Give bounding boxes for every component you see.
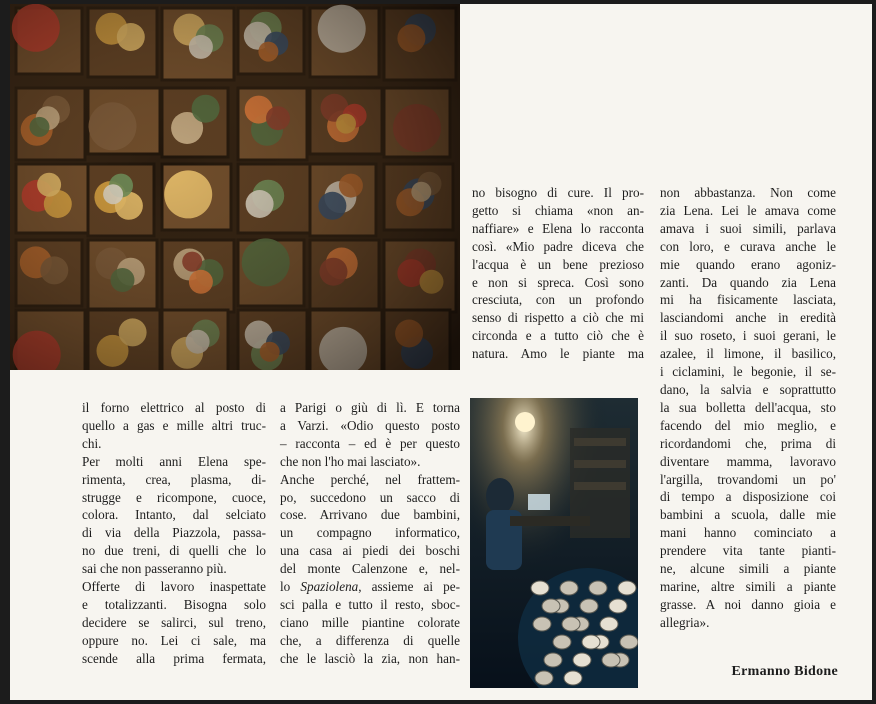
text-line: Offerte di lavoro inaspettate	[82, 579, 266, 595]
text-line: facendo del mio meglio, e	[660, 417, 836, 433]
text-line: che le lasciò la zia, non han-	[280, 650, 460, 666]
author-signature: Ermanno Bidone	[731, 664, 838, 679]
small-ceramic-piece	[618, 581, 636, 595]
text-line: di via della Piazzola, passa-	[82, 525, 266, 541]
small-ceramic-piece	[531, 581, 549, 595]
text-line: natura. Amo le piante ma	[472, 346, 644, 362]
small-ceramic-piece	[602, 653, 620, 667]
text-line: decidere se salirci, sul treno,	[82, 614, 266, 630]
text-line: no bisogno di cure. Il pro-	[472, 185, 644, 200]
text-line: circonda e a tutto ciò che è	[472, 328, 644, 344]
small-ceramic-piece	[533, 617, 551, 631]
text-line: l'argilla, trovandomi un po'	[660, 471, 836, 487]
text-line: grasse. A noi danno gioia e	[660, 596, 836, 612]
text-line: getto si chiama «non an-	[472, 202, 644, 218]
text-line: amava i suoi simili, parlava	[660, 220, 836, 236]
place-name-italic: Spaziolena	[300, 579, 359, 595]
text-line: mi ha fisicamente lasciata,	[660, 292, 836, 308]
text-line: cose. Arrivano due bambini,	[280, 507, 460, 523]
text-fragment: lo	[280, 579, 301, 595]
text-line: senso di rispetto a ciò che mi	[472, 310, 644, 326]
text-line: di tempo a disposizione coi	[660, 489, 836, 505]
small-ceramic-piece	[553, 635, 571, 649]
text-line: i ciclamini, le begonie, il se-	[660, 364, 836, 380]
workshop-ceramics-photo	[470, 398, 638, 688]
text-line: no due treni, di quelli che lo	[82, 543, 266, 559]
text-line: a Varzi. «Odio questo posto	[280, 417, 460, 433]
small-ceramic-piece	[573, 653, 591, 667]
workshop-illustration	[470, 398, 638, 688]
text-line: mani hanno cominciato a	[660, 525, 836, 541]
text-line: scende alla prima fermata,	[82, 650, 266, 666]
text-line: il suo roseto, i suoi gerani, le	[660, 328, 836, 344]
small-ceramic-piece	[620, 635, 638, 649]
text-line: così. «Mio padre diceva che	[472, 238, 644, 254]
small-ceramic-piece	[544, 653, 562, 667]
small-ceramic-piece	[580, 599, 598, 613]
small-ceramic-piece	[600, 617, 618, 631]
article-column-3	[472, 184, 644, 363]
text-line: e non si spreca. Così sono	[472, 274, 644, 290]
text-line: quello a gas e mille altri truc-	[82, 417, 266, 433]
text-line: diventare mamma, lavoravo	[660, 453, 836, 469]
text-line: mie quando erano agoniz-	[660, 256, 836, 272]
text-line: che, a differenza di quelle	[280, 632, 460, 648]
text-line: cresciuta, con un profondo	[472, 292, 644, 308]
magazine-page	[10, 4, 872, 700]
text-line: colora. Intanto, dal selciato	[82, 507, 266, 523]
text-line: prendere vita tante pianti-	[660, 543, 836, 559]
text-line: Per molti anni Elena spe-	[82, 453, 266, 469]
text-line: rimenta, crea, plasma, di-	[82, 471, 266, 487]
text-line: po, succedono un sacco di	[280, 489, 460, 505]
text-line: marine, altre simili a piante	[660, 578, 836, 594]
text-line: ne, alcune simili a piante	[660, 561, 836, 577]
text-line: ricordandomi che, prima di	[660, 435, 836, 451]
text-line: una casa ai piedi dei boschi	[280, 543, 460, 559]
text-line: sai che non passeranno più.	[82, 561, 227, 577]
small-ceramic-piece	[535, 671, 553, 685]
text-fragment: , assieme ai pe-	[358, 579, 460, 595]
text-line: naffiare» e Elena lo racconta	[472, 220, 644, 236]
text-line: un compagno informatico,	[280, 525, 460, 541]
small-ceramic-piece	[564, 671, 582, 685]
text-line: con loro, e curava anche le	[660, 238, 836, 254]
small-ceramic-piece	[560, 581, 578, 595]
text-line: Anche perché, nel frattem-	[280, 471, 460, 487]
small-ceramic-piece	[609, 599, 627, 613]
article-column-4	[660, 184, 836, 632]
article-column-1	[82, 399, 266, 668]
text-line: oppure no. Lei ci sale, ma	[82, 632, 266, 648]
text-line: non abbastanza. Non come	[660, 185, 836, 200]
text-line: e totalizzanti. Bisogna solo	[82, 596, 266, 612]
text-line: zanti. Da quando zia Lena	[660, 274, 836, 290]
text-line: sci palla e tutto il resto, sboc-	[280, 596, 460, 612]
text-line: che non l'ho mai lasciato».	[280, 453, 421, 469]
small-ceramic-piece	[589, 581, 607, 595]
small-ceramic-piece	[562, 617, 580, 631]
article-column-2	[280, 399, 460, 668]
text-line: – racconta – ed è per questo	[280, 435, 460, 451]
small-ceramic-piece	[582, 635, 600, 649]
text-line: il forno elettrico al posto di	[82, 400, 266, 415]
text-line: lasciandomi anche in eredità	[660, 310, 836, 326]
text-line: chi.	[82, 435, 102, 451]
text-line: dano, la salvia e soprattutto	[660, 381, 836, 397]
text-line: ciano mille piantine colorate	[280, 614, 460, 630]
text-line: l'acqua è un bene prezioso	[472, 256, 644, 272]
ceramic-plant-tiles-photo	[10, 4, 460, 370]
text-line: la sua bolletta dell'acqua, sto	[660, 399, 836, 415]
text-line: allegria».	[660, 614, 710, 630]
text-line: a Parigi o giù di lì. E torna	[280, 400, 460, 415]
text-line	[280, 578, 460, 596]
text-line: azalee, il limone, il basilico,	[660, 346, 836, 362]
text-line: bambini a scuola, dalle mie	[660, 507, 836, 523]
text-line: strugge e ricompone, cuoce,	[82, 489, 266, 505]
ceramic-tiles-illustration	[10, 4, 460, 370]
text-line: zia Lena. Lei le amava come	[660, 202, 836, 218]
small-ceramic-piece	[542, 599, 560, 613]
text-line: del monte Calenzone e, nel-	[280, 561, 460, 577]
